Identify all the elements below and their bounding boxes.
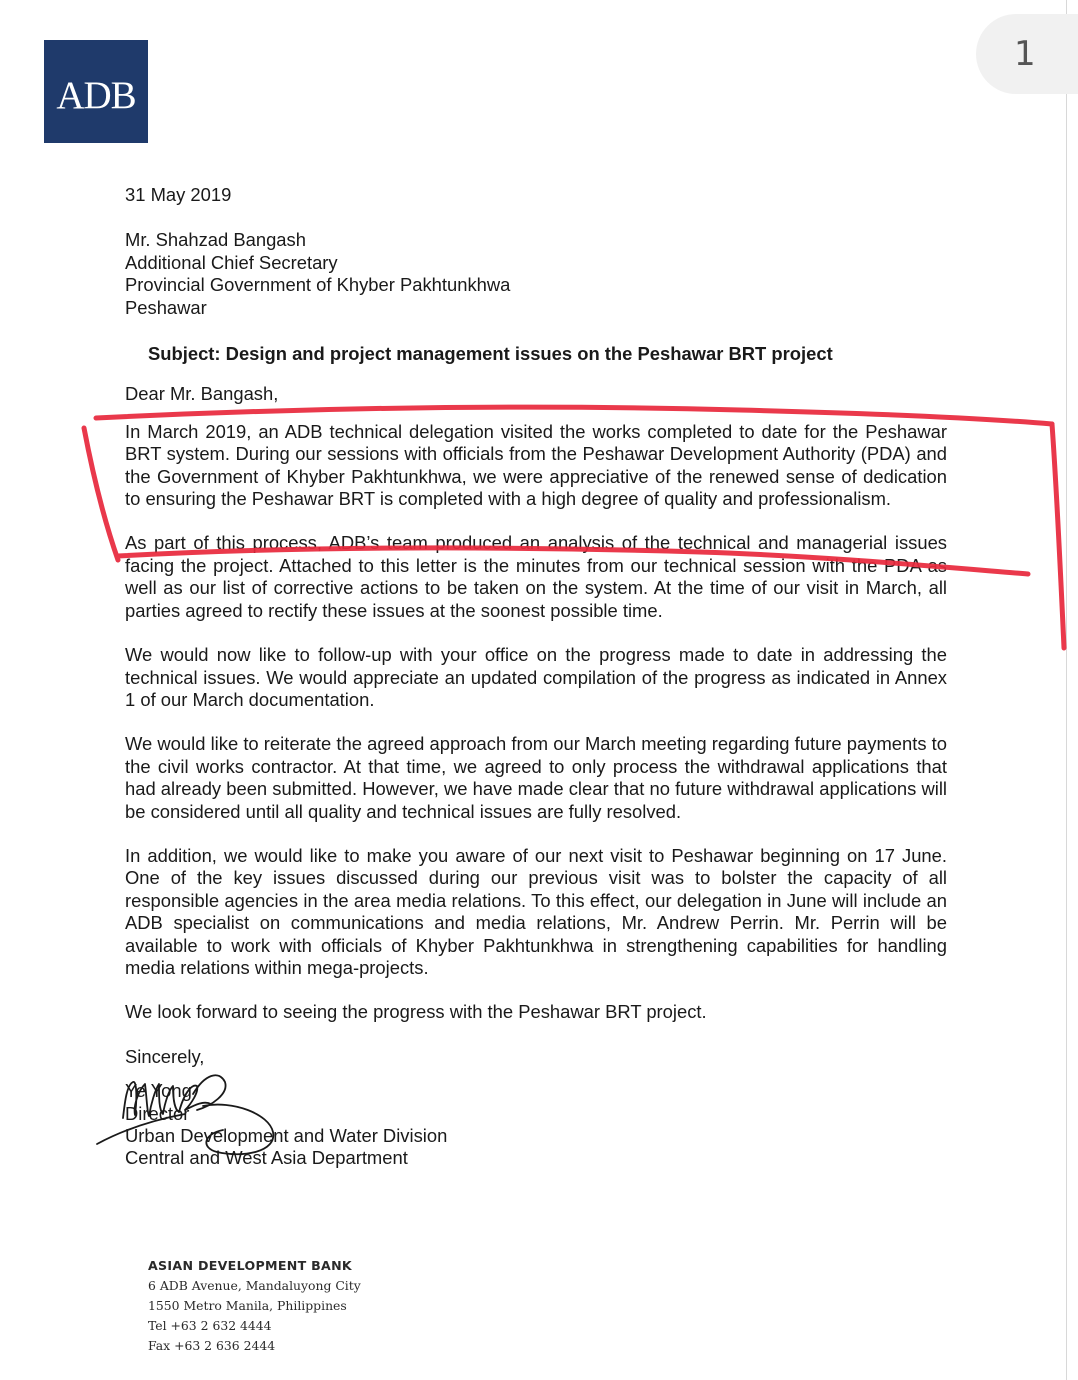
footer-organization: ASIAN DEVELOPMENT BANK: [148, 1258, 352, 1273]
recipient-title: Additional Chief Secretary: [125, 251, 338, 273]
recipient-organization: Provincial Government of Khyber Pakhtunkhwa: [125, 274, 511, 296]
footer-fax: Fax +63 2 636 2444: [148, 1338, 276, 1353]
letter-body: [125, 184, 947, 1170]
recipient-name: Mr. Shahzad Bangash: [125, 229, 306, 251]
paragraph-2: As part of this process, ADB’s team produced an analysis of the technical and managerial issues facing the project. Attached to this letter is the minutes from our technical session with the PDA as well as our list of corrective actions to be taken on the system. At the time of our visit in March, all parties agreed to rectify these issues at the soonest possible time.: [125, 532, 947, 621]
footer-address-line-2: 1550 Metro Manila, Philippines: [148, 1298, 347, 1313]
paragraph-5: In addition, we would like to make you aware of our next visit to Peshawar beginning on 17 June. One of the key issues discussed during our previous visit was to bolster the capacity of all responsible agencies in the area media relations. To this effect, our delegation in June will include an ADB specialist on communications and media relations, Mr. Andrew Perrin. Mr. Perrin will be available to work with officials of Khyber Pakhtunkhwa in strengthening capabilities for handling media relations within mega-projects.: [125, 844, 947, 978]
recipient-city: Peshawar: [125, 296, 207, 318]
adb-logo: [44, 40, 148, 143]
footer-tel: Tel +63 2 632 4444: [148, 1318, 272, 1333]
salutation: Dear Mr. Bangash,: [125, 383, 279, 405]
closing: Sincerely,: [125, 1045, 205, 1067]
signatory-title: Director: [125, 1102, 190, 1124]
letterhead-footer: [148, 1256, 361, 1356]
signatory-division: Urban Development and Water Division: [125, 1125, 448, 1146]
letter-subject: Subject: Design and project management issues on the Peshawar BRT project: [148, 343, 833, 365]
page-number-badge: [976, 14, 1078, 94]
paragraph-4: We would like to reiterate the agreed approach from our March meeting regarding future payments to the civil works contractor. At that time, we agreed to only process the withdrawal applications that had already been submitted. However, we have made clear that no future withdrawal applications will be considered until all quality and technical issues are fully resolved.: [125, 733, 947, 822]
paragraph-1: In March 2019, an ADB technical delegation visited the works completed to date for the Peshawar BRT system. During our sessions with officials from the Peshawar Development Authority (PDA) and the Government of Khyber Pakhtunkhwa, we were appreciative of the renewed sense of dedication to ensuring the Peshawar BRT is completed with a high degree of quality and professionalism.: [125, 420, 947, 510]
paragraph-6: We look forward to seeing the progress with the Peshawar BRT project.: [125, 1001, 707, 1023]
paragraph-3: We would now like to follow-up with your office on the progress made to date in addressing the technical issues. We would appreciate an updated compilation of the progress as indicated in Annex 1 of our March documentation.: [125, 644, 947, 710]
letter-date: 31 May 2019: [125, 184, 232, 205]
signatory-name: Ye Yong: [125, 1080, 192, 1102]
signature-block: [125, 1080, 947, 1170]
signatory-department: Central and West Asia Department: [125, 1147, 408, 1169]
footer-address-line-1: 6 ADB Avenue, Mandaluyong City: [148, 1278, 361, 1293]
page-number: 1: [1014, 34, 1036, 74]
recipient-address: [125, 229, 947, 319]
adb-logo-text: ADB: [56, 74, 136, 117]
